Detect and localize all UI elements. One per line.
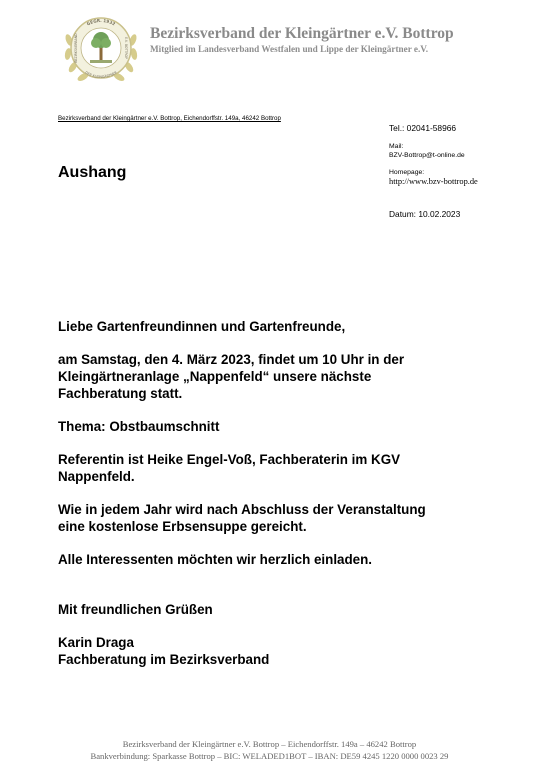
paragraph-line: Fachberatung statt. bbox=[58, 386, 183, 401]
org-name: Bezirksverband der Kleingärtner e.V. Bottrop bbox=[150, 25, 454, 42]
org-subtitle: Mitglied im Landesverband Westfalen und Lippe der Kleingärtner e.V. bbox=[150, 44, 429, 54]
contact-phone: Tel.: 02041-58966 bbox=[389, 123, 457, 133]
topic-line: Thema: Obstbaumschnitt bbox=[58, 419, 220, 434]
paragraph-line: Alle Interessenten möchten wir herzlich einladen. bbox=[58, 552, 373, 567]
sender-address-line: Bezirksverband der Kleingärtner e.V. Bottrop, Eichendorffstr. 149a, 46242 Bottrop bbox=[58, 115, 281, 122]
paragraph-line: Kleingärtneranlage „Nappenfeld“ unsere nächste bbox=[58, 369, 372, 384]
footer-address: Bezirksverband der Kleingärtner e.V. Bottrop – Eichendorffstr. 149a – 46242 Bottrop bbox=[122, 739, 417, 749]
page-footer bbox=[0, 739, 539, 762]
signer-name: Karin Draga bbox=[58, 635, 134, 650]
paragraph-line: Wie in jedem Jahr wird nach Abschluss der Veranstaltung bbox=[58, 502, 426, 517]
signer-role: Fachberatung im Bezirksverband bbox=[58, 652, 270, 667]
association-logo bbox=[63, 10, 139, 86]
letter-body bbox=[58, 318, 488, 668]
logo-ring-left-text: BEZIRKSVERBAND bbox=[74, 33, 78, 63]
document-date: Datum: 10.02.2023 bbox=[389, 209, 461, 219]
closing: Mit freundlichen Grüßen bbox=[58, 602, 213, 617]
paragraph-line: eine kostenlose Erbsensuppe gereicht. bbox=[58, 519, 307, 534]
paragraph-line: Nappenfeld. bbox=[58, 469, 135, 484]
document-title: Aushang bbox=[58, 164, 127, 181]
paragraph-line: Referentin ist Heike Engel-Voß, Fachberaterin im KGV bbox=[58, 452, 401, 467]
contact-mail: BZV-Bottrop@t-online.de bbox=[389, 152, 465, 159]
footer-bank: Bankverbindung: Sparkasse Bottrop – BIC: WELADED1BOT – IBAN: DE59 4245 1220 0000 0023 29 bbox=[90, 750, 449, 761]
contact-homepage-label: Homepage: bbox=[389, 169, 425, 176]
greeting: Liebe Gartenfreundinnen und Gartenfreunde, bbox=[58, 319, 346, 334]
contact-mail-label: Mail: bbox=[389, 143, 404, 150]
logo-ring-right-text: E.V. BOTTROP bbox=[124, 37, 128, 59]
logo-ring-top-text: GEGR. 1932 bbox=[85, 17, 117, 27]
paragraph-line: am Samstag, den 4. März 2023, findet um 10 Uhr in der bbox=[58, 352, 405, 367]
contact-homepage-link[interactable]: http://www.bzv-bottrop.de bbox=[389, 177, 478, 186]
logo-ring-bottom-text: DER KLEINGÄRTNER bbox=[84, 70, 118, 80]
